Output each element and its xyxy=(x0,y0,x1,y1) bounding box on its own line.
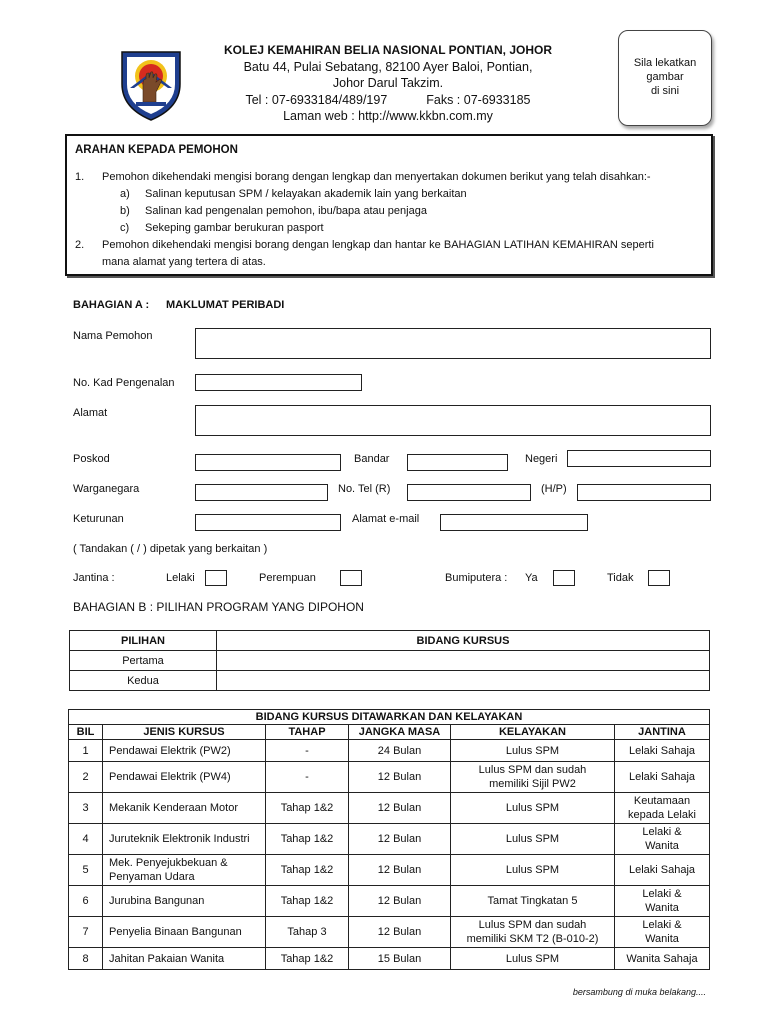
yes-label: Ya xyxy=(525,572,538,584)
row-duration: 12 Bulan xyxy=(349,824,451,855)
hp-label: (H/P) xyxy=(541,483,567,495)
course-line-1: Jurubina Bangunan xyxy=(109,895,205,907)
row-level: Tahap 1&2 xyxy=(266,824,349,855)
row-bil: 4 xyxy=(69,824,103,855)
qualification-line-1: Tamat Tingkatan 5 xyxy=(487,895,578,907)
row-gender xyxy=(615,740,710,762)
row-gender xyxy=(615,855,710,886)
item-2-line-2: mana alamat yang tertera di atas. xyxy=(102,256,266,268)
qualification-line-1: Lulus SPM xyxy=(505,864,560,876)
gender-line-1: Lelaki & xyxy=(642,826,682,838)
row-level: Tahap 1&2 xyxy=(266,855,349,886)
row-qualification xyxy=(451,917,615,948)
gender-line-2: Wanita xyxy=(645,840,679,852)
row-course xyxy=(103,740,266,762)
row-duration: 12 Bulan xyxy=(349,886,451,917)
section-b-title: BAHAGIAN B : PILIHAN PROGRAM YANG DIPOHON xyxy=(73,600,364,614)
course-column-header: BIDANG KURSUS xyxy=(217,631,710,651)
row-course xyxy=(103,855,266,886)
choice-first: Pertama xyxy=(70,651,217,671)
row-course xyxy=(103,824,266,855)
sub-c-label: c) xyxy=(120,222,130,234)
bumiputera-yes-checkbox[interactable] xyxy=(553,570,575,586)
row-qualification xyxy=(451,740,615,762)
course-line-1: Jahitan Pakaian Wanita xyxy=(109,952,225,965)
photo-text-3: di sini xyxy=(650,85,680,97)
website: Laman web : http://www.kkbn.com.my xyxy=(283,109,493,123)
phone-input[interactable] xyxy=(407,484,531,501)
race-input[interactable] xyxy=(195,514,341,531)
photo-text-1: Sila lekatkan xyxy=(633,57,697,69)
sub-a-text: Salinan keputusan SPM / kelayakan akademik lain yang berkaitan xyxy=(145,188,467,200)
instructions-box xyxy=(65,134,713,276)
choice-column-header: PILIHAN xyxy=(70,631,217,651)
email-input[interactable] xyxy=(440,514,588,531)
section-a-title: MAKLUMAT PERIBADI xyxy=(166,299,285,311)
name-input[interactable] xyxy=(195,328,711,359)
postcode-label: Poskod xyxy=(73,453,110,465)
course-line-1: Penyelia Binaan Bangunan xyxy=(109,926,242,938)
row-qualification xyxy=(451,762,615,793)
row-level: Tahap 1&2 xyxy=(266,886,349,917)
college-logo xyxy=(118,46,184,122)
row-level: - xyxy=(266,762,349,793)
row-duration: 15 Bulan xyxy=(349,948,451,970)
female-label: Perempuan xyxy=(259,572,316,584)
gender-line-1: Lelaki & xyxy=(642,888,682,900)
row-gender xyxy=(615,762,710,793)
choice-first-course-input[interactable] xyxy=(217,651,710,671)
male-checkbox[interactable] xyxy=(205,570,227,586)
row-qualification xyxy=(451,886,615,917)
no-label: Tidak xyxy=(607,572,634,584)
row-bil: 3 xyxy=(69,793,103,824)
col-gender: JANTINA xyxy=(615,725,710,740)
row-qualification xyxy=(451,793,615,824)
col-course: JENIS KURSUS xyxy=(103,725,266,740)
col-level: TAHAP xyxy=(266,725,349,740)
table-row xyxy=(69,740,710,762)
qualification-line-1: Lulus SPM dan sudah xyxy=(478,919,587,931)
photo-placeholder[interactable] xyxy=(618,30,712,126)
race-label: Keturunan xyxy=(73,513,124,525)
city-label: Bandar xyxy=(354,453,390,465)
qualification-line-1: Lulus SPM xyxy=(505,802,560,814)
row-bil: 1 xyxy=(69,740,103,762)
contact-line xyxy=(200,92,576,109)
course-line-2: Penyaman Udara xyxy=(109,871,195,883)
course-line-1: Juruteknik Elektronik Industri xyxy=(109,833,250,845)
gender-label: Jantina : xyxy=(73,572,115,584)
table-row xyxy=(69,948,710,970)
citizenship-label: Warganegara xyxy=(73,483,140,495)
row-duration: 12 Bulan xyxy=(349,762,451,793)
row-level: Tahap 3 xyxy=(266,917,349,948)
sub-b-text: Salinan kad pengenalan pemohon, ibu/bapa atau penjaga xyxy=(145,205,427,217)
citizenship-input[interactable] xyxy=(195,484,328,501)
item-1-text: Pemohon dikehendaki mengisi borang dengan lengkap dan menyertakan dokumen berikut yang telah disahkan:- xyxy=(102,171,651,183)
telephone: Tel : 07-6933184/489/197 xyxy=(245,92,388,107)
bumiputera-label: Bumiputera : xyxy=(445,572,508,584)
row-course xyxy=(103,793,266,824)
male-label: Lelaki xyxy=(166,572,195,584)
row-duration: 12 Bulan xyxy=(349,917,451,948)
gender-line-1: Lelaki & xyxy=(642,919,682,931)
row-gender xyxy=(615,793,710,824)
qualification-line-1: Lulus SPM xyxy=(505,833,560,845)
sub-a-label: a) xyxy=(120,188,130,200)
choice-second: Kedua xyxy=(70,671,217,691)
qualification-line-2: memiliki SKM T2 (B-010-2) xyxy=(466,933,599,945)
course-line-1: Pendawai Elektrik (PW4) xyxy=(109,771,231,783)
row-gender xyxy=(615,917,710,948)
row-bil: 6 xyxy=(69,886,103,917)
city-input[interactable] xyxy=(407,454,508,471)
ic-input[interactable] xyxy=(195,374,362,391)
gender-line-1: Lelaki Sahaja xyxy=(628,864,696,876)
tick-instruction: ( Tandakan ( / ) dipetak yang berkaitan ) xyxy=(73,543,268,555)
row-bil: 7 xyxy=(69,917,103,948)
section-a-label: BAHAGIAN A : xyxy=(73,299,150,311)
row-course xyxy=(103,762,266,793)
row-course xyxy=(103,917,266,948)
col-bil: BIL xyxy=(69,725,103,740)
row-level: Tahap 1&2 xyxy=(266,948,349,970)
bumiputera-no-checkbox[interactable] xyxy=(648,570,670,586)
gender-line-2: kepada Lelaki xyxy=(628,809,696,821)
course-line-1: Mekanik Kenderaan Motor xyxy=(109,802,239,814)
gender-line-2: Wanita xyxy=(645,933,679,945)
table-row xyxy=(69,917,710,948)
address-input[interactable] xyxy=(195,405,711,436)
gender-line-1: Lelaki Sahaja xyxy=(628,771,696,783)
col-qualification: KELAYAKAN xyxy=(451,725,615,740)
row-bil: 5 xyxy=(69,855,103,886)
row-level: - xyxy=(266,740,349,762)
row-gender xyxy=(615,886,710,917)
row-duration: 12 Bulan xyxy=(349,793,451,824)
row-gender xyxy=(615,824,710,855)
item-2-number: 2. xyxy=(75,239,85,251)
phone-label: No. Tel (R) xyxy=(338,483,391,495)
row-gender xyxy=(615,948,710,970)
name-label: Nama Pemohon xyxy=(73,330,153,342)
table-row xyxy=(69,855,710,886)
continued-note: bersambung di muka belakang.... xyxy=(572,987,706,997)
instructions-title: ARAHAN KEPADA PEMOHON xyxy=(75,144,238,156)
row-qualification xyxy=(451,824,615,855)
row-duration: 24 Bulan xyxy=(349,740,451,762)
qualification-line-2: memiliki Sijil PW2 xyxy=(489,778,576,790)
table-row xyxy=(70,651,710,671)
row-level: Tahap 1&2 xyxy=(266,793,349,824)
col-duration: JANGKA MASA xyxy=(349,725,451,740)
row-bil: 8 xyxy=(69,948,103,970)
gender-line-1: Keutamaan xyxy=(633,795,691,807)
qualification-line-1: Lulus SPM xyxy=(505,744,560,757)
item-1-number: 1. xyxy=(75,171,85,183)
gender-line-2: Wanita xyxy=(645,902,679,914)
row-qualification xyxy=(451,948,615,970)
qualification-line-1: Lulus SPM xyxy=(505,952,560,965)
choice-second-course-input[interactable] xyxy=(217,671,710,691)
program-choice-table xyxy=(69,630,710,691)
table-row xyxy=(69,793,710,824)
fax: Faks : 07-6933185 xyxy=(426,92,531,107)
gender-line-1: Lelaki Sahaja xyxy=(628,744,696,757)
sub-c-text: Sekeping gambar berukuran pasport xyxy=(145,222,324,234)
address-label: Alamat xyxy=(73,407,108,419)
address-line-1: Batu 44, Pulai Sebatang, 82100 Ayer Baloi, Pontian, xyxy=(243,59,533,74)
ic-label: No. Kad Pengenalan xyxy=(73,377,175,389)
table-row xyxy=(70,671,710,691)
sub-b-label: b) xyxy=(120,205,130,217)
row-bil: 2 xyxy=(69,762,103,793)
courses-offered-table xyxy=(68,709,710,970)
email-label: Alamat e-mail xyxy=(352,513,420,525)
item-2-line-1: Pemohon dikehendaki mengisi borang dengan lengkap dan hantar ke BAHAGIAN LATIHAN KEMAHIRAN seperti xyxy=(102,239,654,251)
qualification-line-1: Lulus SPM dan sudah xyxy=(478,764,587,776)
table-row xyxy=(69,886,710,917)
header-block xyxy=(200,42,576,125)
state-input[interactable] xyxy=(567,450,711,467)
row-course xyxy=(103,948,266,970)
postcode-input[interactable] xyxy=(195,454,341,471)
state-label: Negeri xyxy=(525,453,558,465)
hp-input[interactable] xyxy=(577,484,711,501)
row-qualification xyxy=(451,855,615,886)
row-duration: 12 Bulan xyxy=(349,855,451,886)
table-row xyxy=(69,762,710,793)
gender-line-1: Wanita Sahaja xyxy=(626,952,698,965)
female-checkbox[interactable] xyxy=(340,570,362,586)
table-row xyxy=(69,824,710,855)
photo-text-2: gambar xyxy=(646,71,684,83)
course-line-1: Mek. Penyejukbekuan & xyxy=(109,857,228,869)
row-course xyxy=(103,886,266,917)
address-line-2: Johor Darul Takzim. xyxy=(332,76,444,90)
course-line-1: Pendawai Elektrik (PW2) xyxy=(109,744,231,757)
institution-name: KOLEJ KEMAHIRAN BELIA NASIONAL PONTIAN, JOHOR xyxy=(223,43,553,57)
courses-table-caption: BIDANG KURSUS DITAWARKAN DAN KELAYAKAN xyxy=(69,710,710,725)
